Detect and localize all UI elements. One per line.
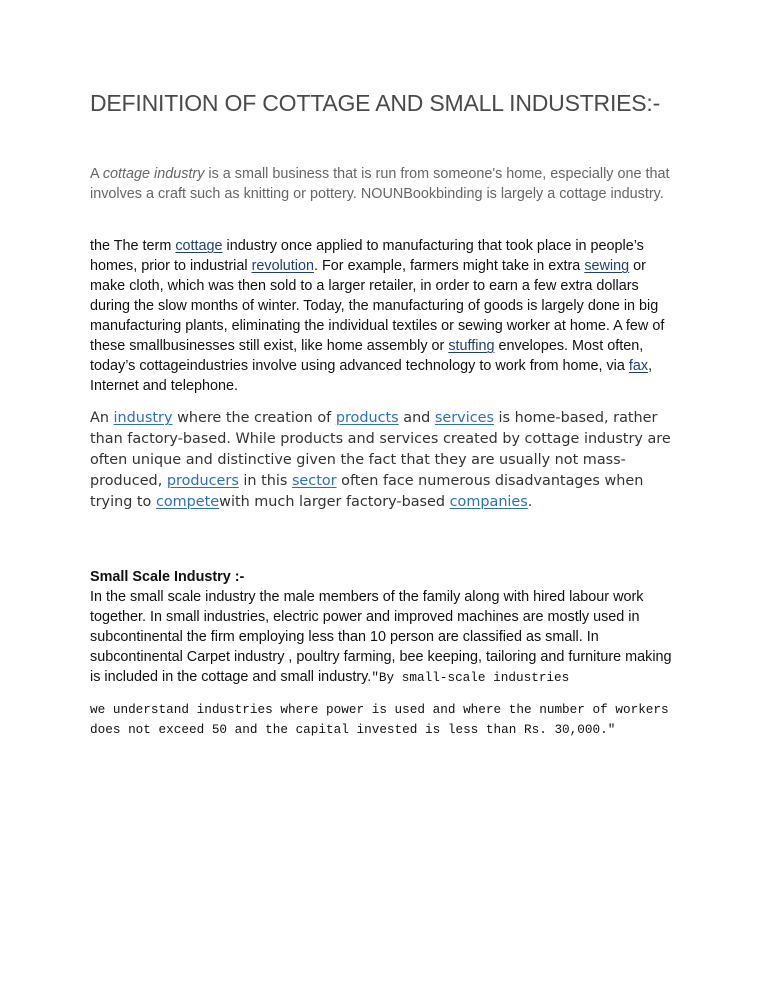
text-run: in this bbox=[238, 473, 292, 489]
text-run: often face numerous disadvantages when trying to bbox=[90, 473, 644, 510]
link-fax[interactable]: fax bbox=[628, 358, 649, 374]
emphasis-cottage-industry: cottage industry bbox=[102, 166, 205, 182]
text-run: is a small business that is run from someone's home, especially one that involves a craft such as knitting or pottery. NOUNBookbinding is largely a cottage industry. bbox=[90, 166, 670, 202]
text-run: is home-based, rather than factory-based. While products and services created by cottage industry are often unique and distinctive given the fact that they are usually not mass-produced, bbox=[90, 410, 671, 489]
text-run: the The term bbox=[90, 238, 176, 254]
quote-start: "By small-scale industries bbox=[371, 670, 570, 685]
text-run: envelopes. Most often, today’s cottageindustries involve using advanced technology to work from home, via bbox=[90, 338, 644, 374]
link-industry[interactable]: industry bbox=[113, 410, 173, 426]
text-run: industry once applied to manufacturing that took place in people’s homes, prior to industrial bbox=[90, 238, 644, 274]
link-companies[interactable]: companies bbox=[449, 494, 528, 510]
link-cottage[interactable]: cottage bbox=[175, 238, 223, 254]
text-run: An bbox=[90, 410, 114, 426]
link-revolution[interactable]: revolution bbox=[251, 258, 314, 274]
cottage-definition-paragraph bbox=[90, 164, 682, 204]
term-history-paragraph bbox=[90, 236, 682, 396]
link-stuffing[interactable]: stuffing bbox=[448, 338, 495, 354]
text-run: , Internet and telephone. bbox=[90, 358, 653, 394]
link-sector[interactable]: sector bbox=[291, 473, 337, 489]
home-based-industry-paragraph bbox=[90, 408, 690, 513]
link-services[interactable]: services bbox=[434, 410, 494, 426]
text-run: . For example, farmers might take in extra bbox=[313, 258, 585, 274]
link-compete[interactable]: compete bbox=[155, 494, 220, 510]
text-run: where the creation of bbox=[172, 410, 336, 426]
text-run: In the small scale industry the male members of the family along with hired labour work together. In small industries, electric power and improved machines are mostly used in subcontinental the firm employing less than 10 person are classified as small. In subcontinental Carpet industry , poultry farming, bee keeping, tailoring and furniture making is included in the cottage and small industry. bbox=[90, 589, 672, 685]
link-producers[interactable]: producers bbox=[166, 473, 239, 489]
text-run: . bbox=[527, 494, 533, 510]
small-scale-industry-paragraph bbox=[90, 587, 682, 688]
link-sewing[interactable]: sewing bbox=[584, 258, 630, 274]
text-run: with much larger factory-based bbox=[219, 494, 450, 510]
text-run: and bbox=[398, 410, 435, 426]
small-scale-industry-heading: Small Scale Industry :- bbox=[90, 569, 245, 585]
link-products[interactable]: products bbox=[335, 410, 399, 426]
small-scale-quote-paragraph: we understand industries where power is used and where the number of workers does not exceed 50 and the capital invested is less than Rs. 30,000." bbox=[90, 702, 669, 737]
page-title: DEFINITION OF COTTAGE AND SMALL INDUSTRIES:- bbox=[90, 90, 661, 116]
text-run: or make cloth, which was then sold to a larger retailer, in order to earn a few extra dollars during the slow months of winter. Today, the manufacturing of goods is largely done in big manufacturing plants, eliminating the individual textiles or sewing worker at home. A few of these smallbusinesses still exist, like home assembly or bbox=[90, 258, 665, 354]
text-run: A bbox=[90, 166, 103, 182]
